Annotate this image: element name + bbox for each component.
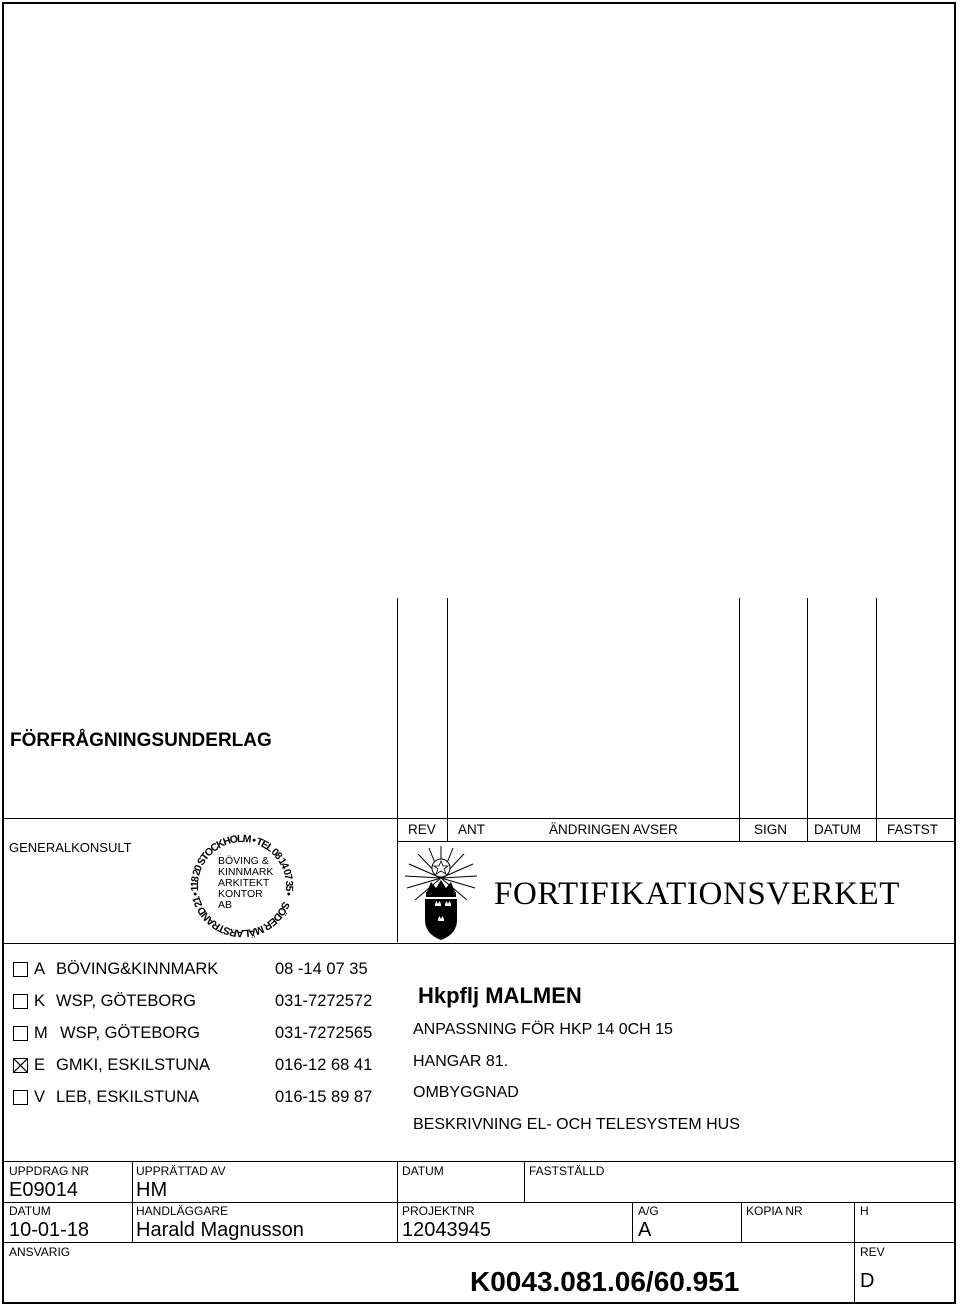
contact-phone-a: 08 -14 07 35 — [275, 960, 368, 978]
info-col-4 — [632, 1202, 633, 1243]
info-col-6 — [854, 1202, 855, 1304]
header-block-divider — [2, 943, 956, 944]
project-line-4: BESKRIVNING EL- OCH TELESYSTEM HUS — [413, 1116, 740, 1133]
responsible-label: ANSVARIG — [9, 1245, 71, 1259]
checkbox-m[interactable] — [13, 1026, 28, 1041]
info-col-2 — [397, 1161, 398, 1243]
rev-header-changes: ÄNDRINGEN AVSER — [549, 822, 678, 837]
checkbox-a[interactable] — [13, 962, 28, 977]
project-number-value: 12043945 — [402, 1219, 491, 1241]
contact-phone-k: 031-7272572 — [275, 992, 373, 1010]
info-block-top-line — [2, 1161, 956, 1162]
contact-code-m: M — [34, 1024, 48, 1042]
date-value: 10-01-18 — [9, 1219, 90, 1241]
checkbox-e-checked[interactable] — [13, 1058, 28, 1073]
contact-code-e: E — [34, 1056, 46, 1074]
contact-name-v: LEB, ESKILSTUNA — [56, 1088, 200, 1106]
rev-header-ant: ANT — [458, 822, 485, 837]
project-title: Hkpflj MALMEN — [418, 983, 582, 1008]
stamp-line-4: KONTOR AB — [218, 888, 263, 911]
contact-phone-m: 031-7272565 — [275, 1024, 373, 1042]
h-label: H — [860, 1204, 869, 1218]
contact-phone-v: 016-15 89 87 — [275, 1088, 373, 1106]
rev-header-approved: FASTST — [887, 822, 939, 837]
crown-emblem — [401, 842, 481, 944]
assignment-value: E09014 — [9, 1179, 78, 1201]
rev-label: REV — [860, 1245, 885, 1259]
contact-phone-e: 016-12 68 41 — [275, 1056, 373, 1074]
rev-col-line-1 — [397, 598, 398, 942]
rev-header-sign: SIGN — [754, 822, 788, 837]
info-col-1 — [132, 1161, 133, 1243]
rev-col-line-2 — [447, 598, 448, 842]
assignment-label: UPPDRAG NR — [9, 1164, 90, 1178]
stamp-company-name — [218, 856, 278, 911]
contact-name-a: BÖVING&KINNMARK — [56, 960, 219, 978]
document-title: FÖRFRÅGNINGSUNDERLAG — [10, 730, 272, 751]
stamp-line-2: KINNMARK — [218, 866, 274, 878]
project-line-2: HANGAR 81. — [413, 1053, 509, 1070]
ag-label: A/G — [638, 1204, 659, 1218]
drawing-number: K0043.081.06/60.951 — [470, 1266, 740, 1297]
checkbox-v[interactable] — [13, 1090, 28, 1105]
general-consultant-label: GENERALKONSULT — [9, 840, 132, 855]
date-label: DATUM — [9, 1204, 51, 1218]
rev-col-line-3 — [739, 598, 740, 842]
stamp-ring-text: SÖDER MÄLARSTRAND 21 • 118 20 STOCKHOLM • TEL 08 14 07 35 • — [188, 832, 296, 940]
handler-label: HANDLÄGGARE — [136, 1204, 229, 1218]
authority-name: FORTIFIKATIONSVERKET — [494, 876, 901, 912]
consultant-stamp — [186, 830, 298, 942]
prepared-label: UPPRÄTTAD AV — [136, 1164, 226, 1178]
project-line-3: OMBYGGNAD — [413, 1084, 519, 1101]
rev-col-line-5 — [876, 598, 877, 842]
title-divider — [2, 818, 956, 819]
project-line-1: ANPASSNING FÖR HKP 14 0CH 15 — [413, 1021, 673, 1038]
checkbox-k[interactable] — [13, 994, 28, 1009]
drawing-frame — [2, 2, 956, 1304]
copy-number-label: KOPIA NR — [746, 1204, 803, 1218]
info-row-1-line — [2, 1202, 956, 1203]
rev-header-rev: REV — [408, 822, 436, 837]
stamp-line-1: BÖVING & — [218, 855, 269, 867]
contact-name-e: GMKI, ESKILSTUNA — [56, 1056, 211, 1074]
contact-code-a: A — [34, 960, 46, 978]
contact-code-v: V — [34, 1088, 46, 1106]
rev-col-line-4 — [807, 598, 808, 842]
contact-name-k: WSP, GÖTEBORG — [56, 992, 196, 1010]
project-number-label: PROJEKTNR — [402, 1204, 475, 1218]
info-col-5 — [741, 1202, 742, 1243]
info-row-2-line — [2, 1242, 956, 1243]
handler-value: Harald Magnusson — [136, 1219, 304, 1241]
contact-code-k: K — [34, 992, 46, 1010]
contact-name-m: WSP, GÖTEBORG — [60, 1024, 200, 1042]
rev-header-date: DATUM — [814, 822, 861, 837]
check-cross-icon — [14, 1059, 27, 1072]
info-col-3 — [524, 1161, 525, 1202]
prepared-value: HM — [136, 1179, 168, 1201]
rev-value: D — [860, 1270, 875, 1292]
ag-value: A — [638, 1219, 652, 1241]
stamp-line-3: ARKITEKT — [218, 877, 270, 889]
date-label-top: DATUM — [402, 1164, 444, 1178]
approved-label: FASTSTÄLLD — [529, 1164, 605, 1178]
